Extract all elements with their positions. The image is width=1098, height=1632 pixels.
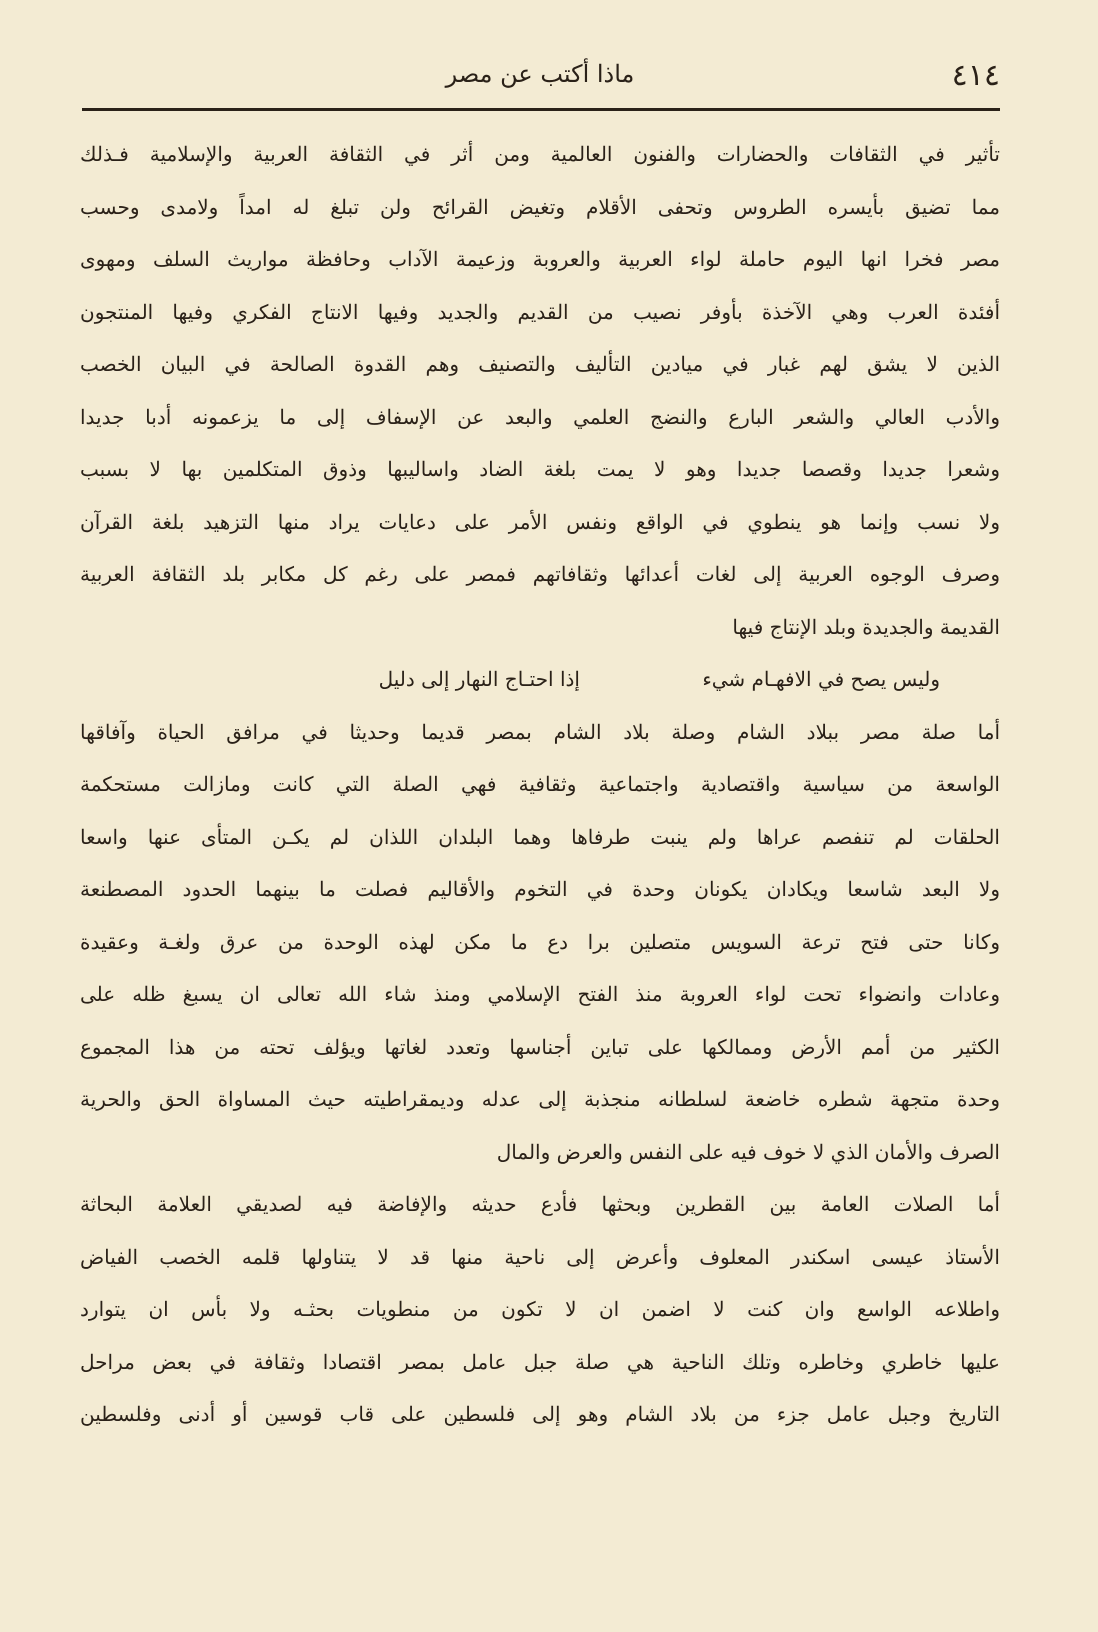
header-rule (82, 108, 1000, 111)
text-line: الكثير من أمم الأرض وممالكها على تباين أجناسها وتعدد لغاتها ويؤلف تحته من هذا المجموع (80, 1034, 1000, 1059)
running-title: ماذا أكتب عن مصر (445, 60, 635, 88)
text-line: واطلاعه الواسع وان كنت لا اضمن ان لا تكون من منطويات بحثـه ولا بأس ان يتوارد (80, 1297, 1000, 1321)
text-line: وعادات وانضواء تحت لواء العروبة منذ الفتح الإسلامي ومنذ شاء الله تعالى ان يسبغ ظله على (80, 982, 1000, 1006)
text-line: الأستاذ عيسى اسكندر المعلوف وأعرض إلى ناحية منها قد لا يتناولها قلمه الخصب الفياض (80, 1244, 1000, 1269)
text-line: القديمة والجديدة وبلد الإنتاج فيها (732, 614, 1000, 639)
text-line: ولا نسب وإنما هو ينطوي في الواقع ونفس الأمر على دعايات يراد منها التزهيد بلغة القرآن (80, 509, 1000, 534)
text-line: وصرف الوجوه العربية إلى لغات أعدائها وثقافاتهم فمصر على رغم كل مكابر بلد الثقافة العربية (80, 562, 1000, 586)
text-line: وشعرا جديدا وقصصا جديدا وهو لا يمت بلغة الضاد واساليبها وذوق المتكلمين بها لا بسبب (80, 457, 1000, 481)
text-line: الصرف والأمان الذي لا خوف فيه على النفس والعرض والمال (496, 1139, 1000, 1164)
text-line: الواسعة من سياسية واقتصادية واجتماعية وثقافية فهي الصلة التي كانت ومازالت مستحكمة (80, 772, 1000, 796)
page-body (80, 128, 1000, 1441)
text-line: أما صلة مصر ببلاد الشام وصلة بلاد الشام بمصر قديما وحديثا في مرافق الحياة وآفاقها (80, 719, 1000, 744)
text-line: وكانا حتى فتح ترعة السويس متصلين برا دع ما مكن لهذه الوحدة من عرق ولغـة وعقيدة (80, 929, 1000, 954)
page-header (80, 54, 1000, 104)
text-line: أفئدة العرب وهي الآخذة بأوفر نصيب من القديم والجديد وفيها الانتاج الفكري وفيها المنتجون (80, 299, 1000, 324)
text-line: والأدب العالي والشعر البارع والنضج العلمي والبعد عن الإسفاف إلى ما يزعمونه أدبا جديدا (80, 404, 1000, 429)
text-line: مصر فخرا انها اليوم حاملة لواء العربية والعروبة وزعيمة الآداب وحافظة مواريث السلف ومهوى (80, 247, 1000, 271)
text-line: الحلقات لم تنفصم عراها ولم ينبت طرفاها وهما البلدان اللذان لم يكـن المتأى عنها واسعا (80, 824, 1000, 849)
text-line: الذين لا يشق لهم غبار في ميادين التأليف والتصنيف وهم القدوة الصالحة في البيان الخصب (80, 352, 1000, 376)
poetry-verse (80, 653, 1000, 706)
verse-hemistich-2: إذا احتـاج النهار إلى دليل (378, 667, 580, 691)
text-line: تأثير في الثقافات والحضارات والفنون العالمية ومن أثر في الثقافة العربية والإسلامية فـذلك (80, 142, 1000, 166)
text-line: أما الصلات العامة بين القطرين وبحثها فأدع حديثه والإفاضة فيه لصديقي العلامة البحاثة (80, 1192, 1000, 1216)
verse-hemistich-1: وليس يصح في الافهـام شيء (702, 667, 940, 691)
text-line: عليها خاطري وخاطره وتلك الناحية هي صلة جبل عامل بمصر اقتصادا وثقافة في بعض مراحل (80, 1349, 1000, 1374)
text-line: التاريخ وجبل عامل جزء من بلاد الشام وهو إلى فلسطين على قاب قوسين أو أدنى وفلسطين (80, 1402, 1000, 1426)
text-line: ولا البعد شاسعا ويكادان يكونان وحدة في التخوم والأقاليم فصلت ما بينهما الحدود المصطنعة (80, 877, 1000, 901)
text-line: وحدة متجهة شطره خاضعة لسلطانه منجذبة إلى عدله وديمقراطيته حيث المساواة الحق والحرية (80, 1087, 1000, 1111)
text-line: مما تضيق بأيسره الطروس وتحفى الأقلام وتغيض القرائح ولن تبلغ له امداً ولامدى وحسب (80, 194, 1000, 219)
page-number: ٤١٤ (951, 58, 1000, 93)
